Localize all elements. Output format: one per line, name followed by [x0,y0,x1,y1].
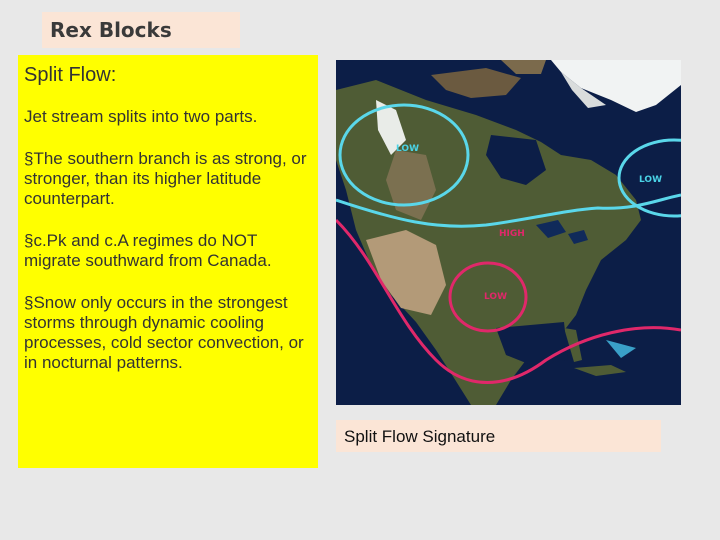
label-low-south: LOW [484,292,507,302]
bullet-regimes: §c.Pk and c.A regimes do NOT migrate southward from Canada. [24,231,272,270]
text-panel [18,55,318,468]
slide-title: Rex Blocks [42,12,240,48]
label-low-east: LOW [639,175,662,185]
map-image [336,60,681,405]
bullet-southern-branch: §The southern branch is as strong, or stronger, than its higher latitude counterpart. [24,149,307,208]
label-high: HIGH [499,229,525,239]
map-caption: Split Flow Signature [336,420,661,452]
panel-heading: Split Flow: [24,64,117,86]
label-low-west: LOW [396,144,419,154]
panel-lead: Jet stream splits into two parts. [24,107,258,126]
split-flow-map [336,60,681,405]
bullet-snow: §Snow only occurs in the strongest storms through dynamic cooling processes, cold sector convection, or in nocturnal patterns. [24,293,304,372]
